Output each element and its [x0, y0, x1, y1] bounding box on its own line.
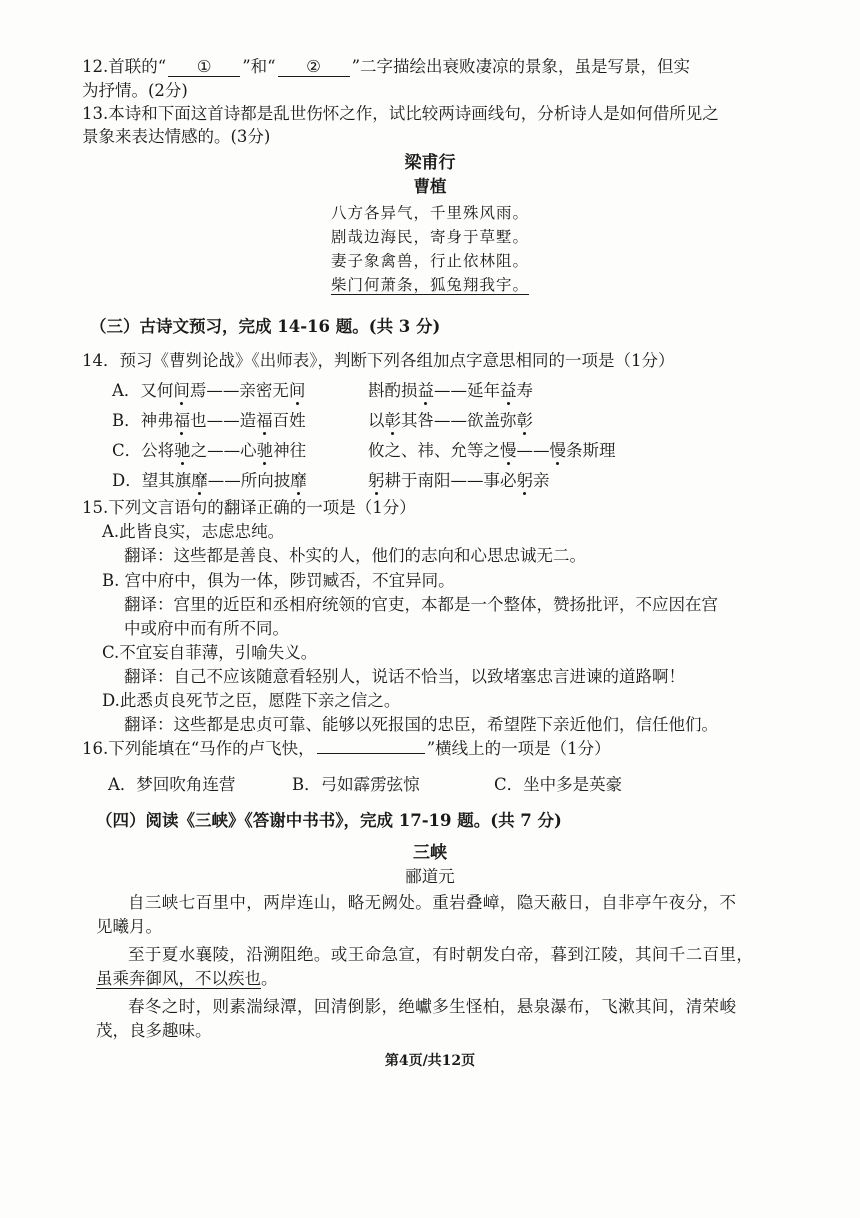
section-3-heading: （三）古诗文预习，完成 14-16 题。(共 3 分) — [90, 317, 441, 336]
poem-title: 梁甫行 — [404, 153, 456, 173]
q16-stem: 16.下列能填在“马作的卢飞快， ”横线上的一项是（1分） — [82, 739, 611, 758]
q15-option-a: A.此皆良实，志虑忠纯。 — [102, 522, 285, 541]
q12-line2: 为抒情。(2分) — [82, 81, 188, 100]
sanxia-para-2-line-1: 至于夏水襄陵，沿溯阻绝。或王命急宣，有时朝发白帝，暮到江陵，其间千二百里， — [128, 945, 754, 964]
q15-stem: 15.下列文言语句的翻译正确的一项是（1分） — [82, 498, 416, 517]
q15-option-d-translation: 翻译：这些都是忠贞可靠、能够以死报国的忠臣，希望陛下亲近他们，信任他们。 — [124, 715, 718, 734]
q15-option-b: B. 宫中府中，俱为一体，陟罚臧否，不宜异同。 — [102, 571, 455, 590]
q13-line2: 景象来表达情感的。(3分) — [82, 127, 271, 146]
sanxia-para-1-line-2: 见曦月。 — [96, 917, 162, 936]
q14-option-a-left: A．又何间焉——亲密无间 — [112, 381, 306, 400]
q16-option-b: B．弓如霹雳弦惊 — [292, 775, 420, 794]
poem-line-2: 剧哉边海民，寄身于草墅。 — [330, 228, 529, 246]
q15-option-a-translation: 翻译：这些都是善良、朴实的人，他们的志向和心思忠诚无二。 — [124, 546, 586, 565]
underlined-sentence: 虽乘奔御风，不以疾也 — [96, 969, 261, 988]
q15-option-b-translation-1: 翻译：宫里的近臣和丞相府统领的官吏，本都是一个整体，赞扬批评，不应因在宫 — [124, 595, 718, 614]
sanxia-author: 郦道元 — [405, 867, 455, 886]
q12-blank-2: ② — [278, 58, 350, 77]
q14-option-a-right: 斟酌损益——延年益寿 — [368, 381, 533, 400]
section-4-heading: （四）阅读《三峡》《答谢中书书》，完成 17-19 题。(共 7 分) — [96, 811, 562, 830]
poem-line-1: 八方各异气，千里殊风雨。 — [330, 204, 529, 222]
q14-option-d-left: D．望其旗靡——所向披靡 — [112, 471, 307, 490]
q15-option-b-translation-2: 中或府中而有所不同。 — [124, 619, 289, 638]
poem-author: 曹植 — [413, 177, 447, 196]
q16-option-c: C．坐中多是英豪 — [494, 775, 623, 794]
sanxia-para-1-line-1: 自三峡七百里中，两岸连山，略无阙处。重岩叠嶂，隐天蔽日，自非亭午夜分，不 — [128, 893, 737, 912]
sanxia-para-3-line-2: 茂，良多趣味。 — [96, 1021, 212, 1040]
q14-option-b-left: B．神弗福也——造福百姓 — [112, 411, 306, 430]
q15-option-d: D.此悉贞良死节之臣，愿陛下亲之信之。 — [102, 691, 401, 710]
q12-line1: 12.首联的“ ① ”和“ ② ”二字描绘出衰败凄凉的景象，虽是写景，但实 — [82, 57, 690, 76]
q14-option-b-right: 以彰其咎——欲盖弥彰 — [368, 411, 533, 430]
q14-stem: 14．预习《曹刿论战》《出师表》，判断下列各组加点字意思相同的一项是（1分） — [82, 351, 675, 370]
poem-line-4: 柴门何萧条，狐兔翔我宇。 — [330, 276, 529, 294]
q12-blank-1: ① — [168, 58, 240, 77]
q14-option-d-right: 躬耕于南阳——事必躬亲 — [368, 471, 550, 490]
q14-option-c-right: 攸之、祎、允等之慢——慢条斯理 — [368, 441, 616, 460]
sanxia-para-3-line-1: 春冬之时，则素湍绿潭，回清倒影，绝巘多生怪柏，悬泉瀑布，飞漱其间，清荣峻 — [128, 997, 737, 1016]
q15-option-c: C.不宜妄自菲薄，引喻失义。 — [102, 643, 318, 662]
sanxia-para-2-line-2: 虽乘奔御风，不以疾也。 — [96, 969, 278, 988]
q14-option-c-left: C．公将驰之——心驰神往 — [112, 441, 307, 460]
page-number: 第4页/共12页 — [384, 1053, 476, 1069]
q16-option-a: A．梦回吹角连营 — [108, 775, 236, 794]
q13-line1: 13.本诗和下面这首诗都是乱世伤怀之作，试比较两诗画线句，分析诗人是如何借所见之 — [82, 104, 719, 123]
q16-blank — [317, 753, 425, 754]
poem-line-3: 妻子象禽兽，行止依林阻。 — [330, 252, 529, 270]
q15-option-c-translation: 翻译：自己不应该随意看轻别人，说话不恰当，以致堵塞忠言进谏的道路啊！ — [124, 667, 685, 686]
sanxia-title: 三峡 — [413, 843, 447, 863]
